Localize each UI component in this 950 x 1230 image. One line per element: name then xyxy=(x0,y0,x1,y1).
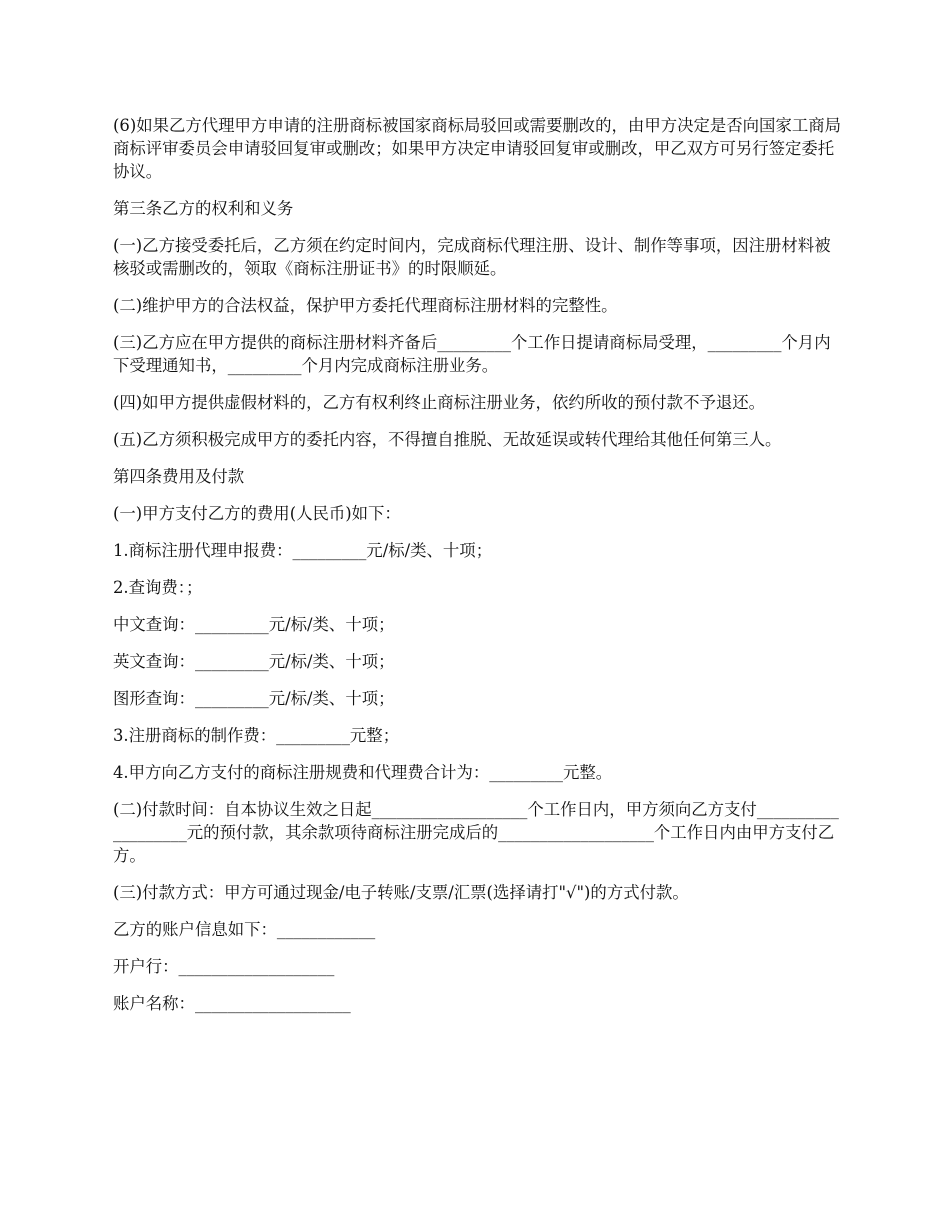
paragraph-article-4-item-1: (一)甲方支付乙方的费用(人民币)如下： xyxy=(113,504,401,523)
fee-line-production-fee: 3.注册商标的制作费：_________元整； xyxy=(113,726,400,745)
paragraph-article-3-item-1: (一)乙方接受委托后，乙方须在约定时间内，完成商标代理注册、设计、制作等事项，因注册材料被核驳或需删改的，领取《商标注册证书》的时限顺延。 xyxy=(113,236,831,278)
fee-line-query-fee: 2.查询费：； xyxy=(113,578,203,597)
account-name-line: 账户名称：___________________ xyxy=(113,994,351,1013)
document-body xyxy=(113,114,843,1029)
paragraph-article-3-item-5: (五)乙方须积极完成甲方的委托内容，不得擅自推脱、无故延误或转代理给其他任何第三人。 xyxy=(113,430,782,449)
paragraph-payment-method: (三)付款方式：甲方可通过现金/电子转账/支票/汇票(选择请打"√")的方式付款。 xyxy=(113,883,689,902)
fee-line-english-query: 英文查询：_________元/标/类、十项； xyxy=(113,652,395,671)
fee-line-graphic-query: 图形查询：_________元/标/类、十项； xyxy=(113,689,395,708)
paragraph-article-3-item-4: (四)如甲方提供虚假材料的，乙方有权利终止商标注册业务，依约所收的预付款不予退还。 xyxy=(113,393,766,412)
section-heading-article-4: 第四条费用及付款 xyxy=(113,467,245,486)
paragraph-article-3-item-2: (二)维护甲方的合法权益，保护甲方委托代理商标注册材料的完整性。 xyxy=(113,296,618,315)
account-info-line: 乙方的账户信息如下：____________ xyxy=(113,920,376,939)
paragraph-item-6-rejection: (6)如果乙方代理甲方申请的注册商标被国家商标局驳回或需要删改的，由甲方决定是否向国家工商局商标评审委员会申请驳回复审或删改；如果甲方决定申请驳回复审或删改，甲乙双方可另行签定委托协议。 xyxy=(113,116,842,181)
fee-line-agency-fee: 1.商标注册代理申报费：_________元/标/类、十项； xyxy=(113,541,493,560)
fee-line-chinese-query: 中文查询：_________元/标/类、十项； xyxy=(113,615,395,634)
paragraph-article-3-item-3: (三)乙方应在甲方提供的商标注册材料齐备后_________个工作日提请商标局受理，_________个月内下受理通知书，_________个月内完成商标注册业务。 xyxy=(113,333,831,375)
bank-name-line: 开户行：___________________ xyxy=(113,957,335,976)
paragraph-payment-time: (二)付款时间：自本协议生效之日起___________________个工作日内，甲方须向乙方支付___________________元的预付款，其余款项待商标注册完成后的___________________个工作日内由甲方支付乙方。 xyxy=(113,800,839,865)
fee-line-total: 4.甲方向乙方支付的商标注册规费和代理费合计为：_________元整。 xyxy=(113,763,613,782)
section-heading-article-3: 第三条乙方的权利和义务 xyxy=(113,199,294,218)
